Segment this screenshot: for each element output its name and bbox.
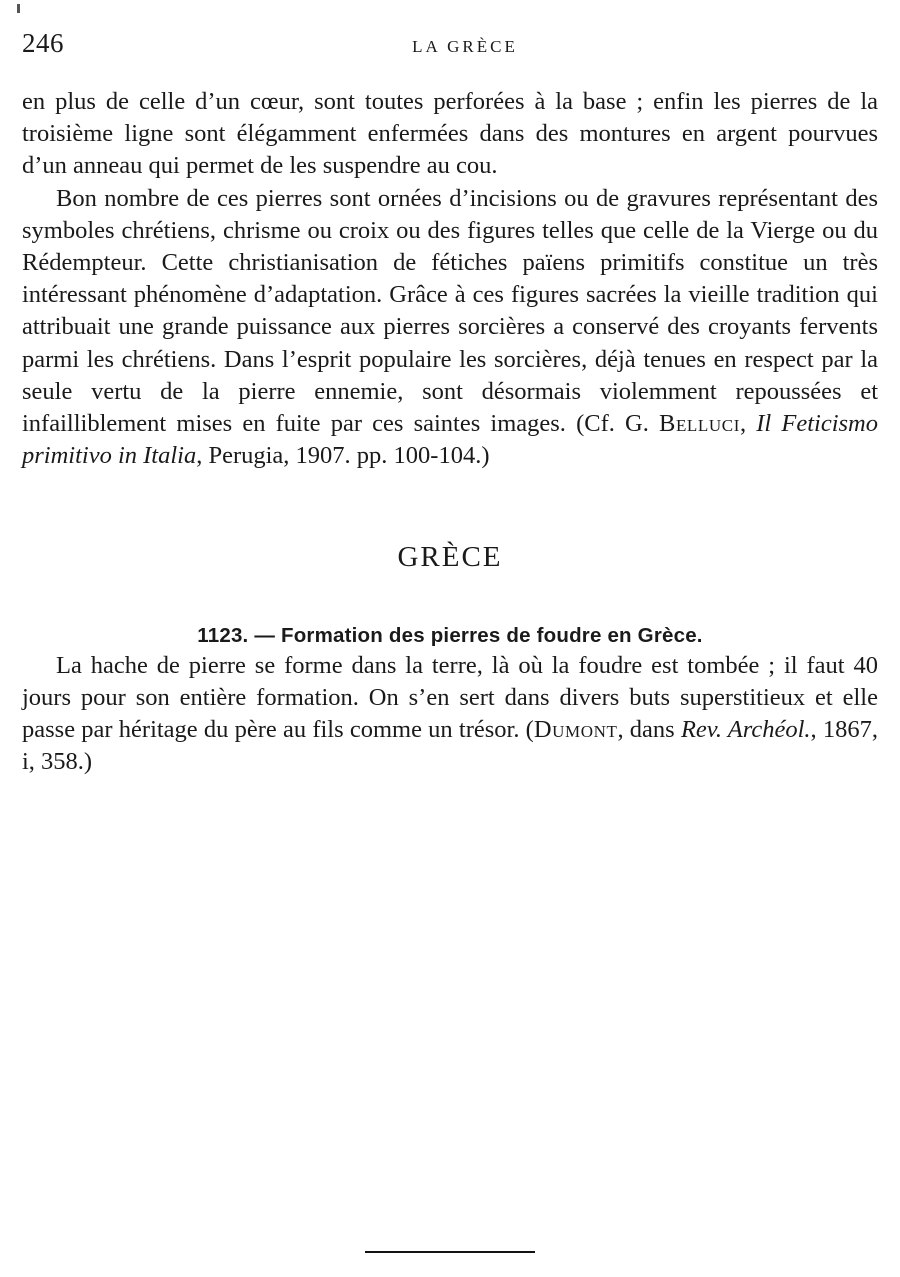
paragraph-continuation: en plus de celle d’un cœur, sont toutes perforées à la base ; enfin les pierres de la troisième ligne sont élégamment enfermées dans des montures en argent pourvues d’un anneau qui permet de les suspendre au cou. (22, 88, 878, 180)
paragraph-belluci (22, 183, 878, 473)
entry-number: 1123. (197, 623, 249, 647)
citation-author: Belluci (659, 410, 740, 438)
running-head (22, 28, 878, 68)
entry-text-lead: La hache de pierre se forme dans la terre, là où la foudre est tombée ; il faut 40 jours pour son entière formation. On s’en sert dans divers buts superstitieux et elle passe par héritage du père au fils comme un trésor. ( (22, 651, 878, 743)
source-tail: , 1867, i, 358.) (22, 715, 878, 776)
page-speck-artifact (17, 4, 20, 13)
page-number: 246 (22, 28, 64, 58)
entry-dash: — (254, 623, 276, 647)
citation-title: Il Feticismo primitivo in Italia (22, 410, 878, 470)
entry-heading-text: Formation des pierres de foudre en Grèce. (280, 623, 703, 647)
citation-separator: , (739, 410, 757, 438)
running-head-title: LA GRÈCE (412, 37, 518, 56)
section-title: GRÈCE (397, 541, 503, 574)
source-title: Rev. Archéol. (680, 715, 811, 743)
paragraph-belluci-lead: Bon nombre de ces pierres sont ornées d’incisions ou de gravures représentant des symboles chrétiens, chrisme ou croix ou des figures telles que celle de la Vierge ou du Rédempteur. Cette christianisation de fétiches païens primitifs constitue un très intéressant phénomène d’adaptation. Grâce à ces figures sacrées la vieille tradition qui attribuait une grande puissance aux pierres sorcières a conservé des croyants fervents parmi les chrétiens. Dans l’esprit populaire les sorcières, déjà tenues en respect par la seule vertu de la pierre ennemie, sont désormais violemment repoussées et infailliblement mises en fuite par ces saintes images. (Cf. G. (22, 184, 878, 438)
entry-paragraph (22, 650, 878, 779)
source-author: Dumont (533, 715, 618, 743)
source-separator: , dans (617, 715, 681, 743)
body-text (22, 86, 878, 778)
entry-heading (22, 623, 878, 650)
footer-rule (365, 1251, 535, 1253)
citation-tail: , Perugia, 1907. pp. 100-104.) (196, 442, 490, 470)
